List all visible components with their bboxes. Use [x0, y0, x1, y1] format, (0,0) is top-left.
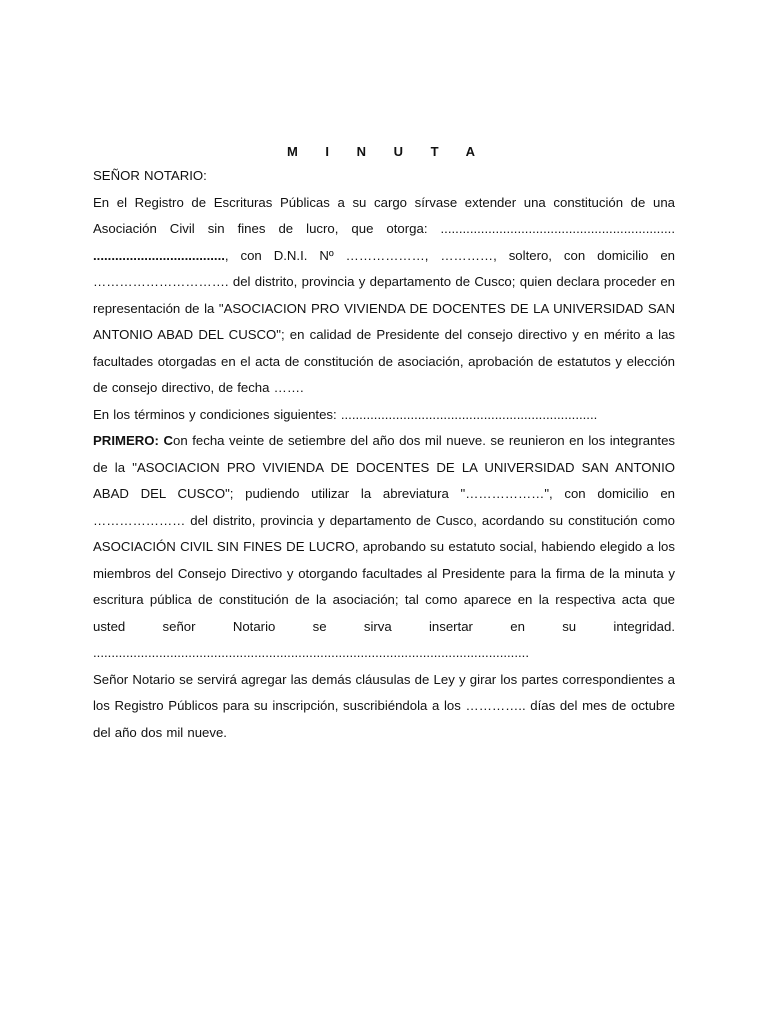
- document-title: M I N U T A: [286, 144, 488, 159]
- paragraph-otorgamiento-text-b: , con D.N.I. Nº ………………, …………, soltero, con domicilio en …………………………. del distrito, provincia y departamento de Cusco; quien declara proceder en representación de la "ASOCIACION PRO VIVIENDA DE DOCENTES DE LA UNIVERSIDAD SAN ANTONIO ABAD DEL CUSCO"; en calidad de Presidente del consejo directivo y en mérito a las facultades otorgadas en el acta de constitución de asociación, aprobación de estatutos y elección de consejo directivo, de fecha …….: [93, 247, 675, 395]
- salutation: SEÑOR NOTARIO:: [93, 168, 207, 183]
- clause-primero-text: on fecha veinte de setiembre del año dos mil nueve. se reunieron en los integrantes de la "ASOCIACION PRO VIVIENDA DE DOCENTES DE LA UNIVERSIDAD SAN ANTONIO ABAD DEL CUSCO"; pudiendo utilizar la abreviatura "………………", con domicilio en ………………… del distrito, provincia y departamento de Cusco, acordando su constitución como ASOCIACIÓN CIVIL SIN FINES DE LUCRO, aprobando su estatuto social, habiendo elegido a los miembros del Consejo Directivo y otorgando facultades al Presidente para la firma de la minuta y escritura pública de constitución de la asociación; tal como aparece en la respectiva acta que usted señor Notario se sirva insertar en su integridad. .......................................................................................................................: [93, 433, 676, 660]
- clause-primero: [93, 428, 675, 667]
- paragraph-otorgamiento-text-a: En el Registro de Escrituras Públicas a su cargo sírvase extender una constitución de una Asociación Civil sin fines de lucro, que otorga: ................................................................: [93, 194, 675, 236]
- blank-name-field: ....................................: [93, 247, 225, 263]
- clause-primero-label: PRIMERO: C: [93, 433, 174, 448]
- terms-line: En los términos y condiciones siguientes: ......................................................................: [93, 406, 598, 422]
- document-page: [93, 141, 675, 746]
- closing-paragraph: Señor Notario se servirá agregar las demás cláusulas de Ley y girar los partes correspondientes a los Registro Públicos para su inscripción, suscribiéndola a los ………….. días del mes de octubre del año dos mil nueve.: [93, 671, 675, 740]
- paragraph-otorgamiento: [93, 190, 675, 402]
